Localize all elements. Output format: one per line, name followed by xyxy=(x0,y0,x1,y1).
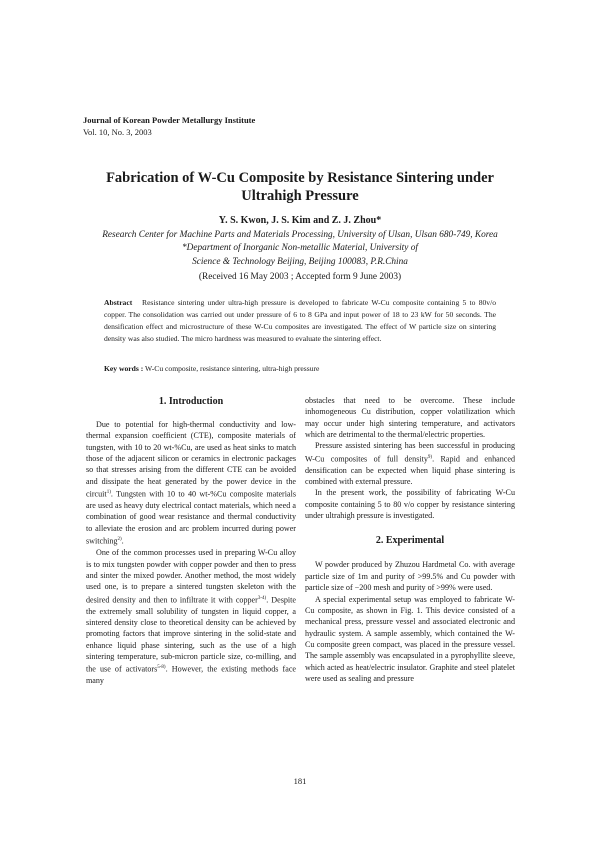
citation-ref: 3-4) xyxy=(257,595,267,601)
journal-name: Journal of Korean Powder Metallurgy Institute xyxy=(83,115,256,125)
keywords-text: W-Cu composite, resistance sintering, ultra-high pressure xyxy=(145,364,320,373)
intro-paragraph-2-cont: obstacles that need to be overcome. These include inhomogeneous Cu distribution, copper volatilization which may occur under high sintering temperature, and activators which are detrimental to the thermal/electric properties. xyxy=(305,396,515,440)
abstract-text: Resistance sintering under ultra-high pressure is developed to fabricate W-Cu composite containing 5 to 80v/o copper. The consolidation was carried out under pressure of 6 to 8 GPa and input power of 18 to 23 kW for 50 seconds. The densification effect and microstructure of these W-Cu composites are investigated. The effect of W particle size on sintering density was also studied. The micro hardness was measured to evaluate the sintering effect. xyxy=(104,298,496,343)
citation-ref: 1) xyxy=(106,490,111,496)
introduction-heading: 1. Introduction xyxy=(158,396,224,407)
intro-paragraph-3: Pressure assisted sintering has been successful in producing W-Cu composites of full density$^{9)}$. Rapid and enhanced densification can be expected when liquid phase sintering is combined with external pressure. xyxy=(305,441,515,487)
authors: Y. S. Kwon, J. S. Kim and Z. J. Zhou* xyxy=(218,215,382,226)
intro-paragraph-1: Due to potential for high-thermal conductivity and low-thermal expansion coefficient (CTE), composite materials of tungsten, with 10 to 20 wt-%Cu, are used as heat sinks to match those of the adjacent silicon or ceramics in electronic packages so that stresses arising from the different CTE can be avoided and dissipate the heat generated by the power device in the circuit$^{1)}$. Tungsten with 10 to 40 wt-%Cu composite materials are used as heavy duty electrical contact materials, which need a combination of good wear resistance and thermal conductivity to alleviate the erosion and arc problem incurred during power switching$^{2)}$. xyxy=(86,420,296,546)
experimental-paragraph-2: A special experimental setup was employed to fabricate W-Cu composite, as shown in Fig. 1. This device consisted of a mechanical press, pressure vessel and associated electronic and hydraulic system. A sample assembly, which contained the W-Cu composite green compact, was placed in the pressure vessel. The sample assembly was encapsulated in a pyrophyllite sleeve, which acted as heat/electric insulator. Graphite and steel platelet were used as sealing and pressure xyxy=(305,594,515,683)
title-line-2: Ultrahigh Pressure xyxy=(241,188,359,204)
affiliation-line-1: Research Center for Machine Parts and Materials Processing, University of Ulsan, Ulsan 680-749, Korea xyxy=(102,230,498,240)
affiliation-line-3: Science & Technology Beijing, Beijing 100083, P.R.China xyxy=(192,256,408,267)
experimental-heading: 2. Experimental xyxy=(375,535,445,547)
intro-paragraph-4: In the present work, the possibility of fabricating W-Cu composite containing 5 to 80 v/o copper by resistance sintering under ultrahigh pressure is investigated. xyxy=(305,488,515,521)
journal-volume: Vol. 10, No. 3, 2003 xyxy=(83,126,152,137)
experimental-paragraph-1: W powder produced by Zhuzou Hardmetal Co. with average particle size of 1m and purity of >99.5% and Cu powder with particle size of −200 mesh and purity of >99% were used. xyxy=(305,560,515,593)
abstract-label: Abstract xyxy=(104,298,133,307)
citation-ref: 9) xyxy=(427,454,433,460)
title-line-1: Fabrication of W-Cu Composite by Resistance Sintering under xyxy=(106,170,494,186)
affiliations xyxy=(30,229,570,269)
citation-ref: 5-8) xyxy=(157,665,166,671)
left-column xyxy=(86,395,296,687)
abstract xyxy=(104,297,496,345)
keywords-label: Key words : xyxy=(104,364,144,373)
right-column xyxy=(305,395,515,684)
keywords xyxy=(104,363,496,374)
journal-header xyxy=(83,115,255,138)
paper-title xyxy=(60,169,540,205)
intro-paragraph-2: One of the common processes used in preparing W-Cu alloy is to mix tungsten powder with copper powder and then to press and sinter the mixed powder. Another method, the most widely used one, is to prepare a sintered tungsten skeleton with the desired density and then to infiltrate it with copper$^{3-4)}$. Despite the extremely small solubility of tungsten in liquid copper, a sintered density close to theoretical density can be achieved by promoting factors that improve sintering in the solid-state and enhance liquid phase sintering, such as the use of a high sintering temperature, sub-micron particle size, co-milling, and the use of activators$^{5-8)}$. However, the existing methods face many xyxy=(86,548,297,686)
affiliation-line-2: *Department of Inorganic Non-metallic Material, University of xyxy=(182,243,418,254)
citation-ref: 2) xyxy=(117,537,122,543)
received-date: (Received 16 May 2003 ; Accepted form 9 June 2003) xyxy=(198,272,402,282)
page-number: 181 xyxy=(293,776,307,786)
